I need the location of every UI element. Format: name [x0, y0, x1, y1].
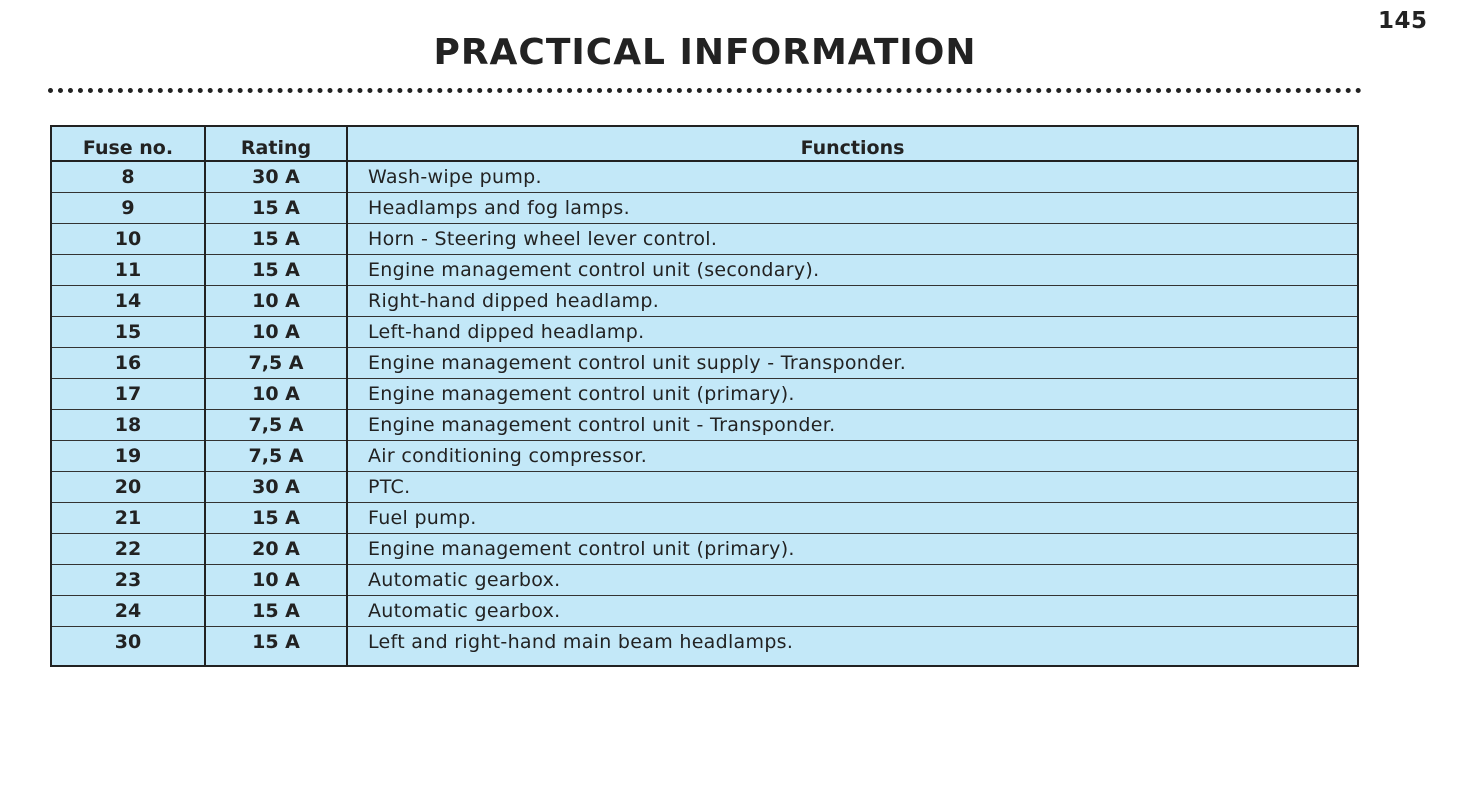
page-title: PRACTICAL INFORMATION — [433, 32, 977, 73]
page-number: 145 — [1378, 8, 1428, 34]
rating-cell: 20 A — [205, 534, 347, 565]
fuse-number-cell: 11 — [51, 255, 205, 286]
function-cell: Right-hand dipped headlamp. — [347, 286, 1358, 317]
function-cell: Engine management control unit (primary). — [347, 534, 1358, 565]
rating-cell: 10 A — [205, 565, 347, 596]
fuse-number-cell: 19 — [51, 441, 205, 472]
rating-cell: 10 A — [205, 379, 347, 410]
function-cell: Engine management control unit - Transponder. — [347, 410, 1358, 441]
function-cell: Engine management control unit (secondary). — [347, 255, 1358, 286]
rating-cell: 15 A — [205, 503, 347, 534]
fuse-number-cell: 18 — [51, 410, 205, 441]
fuse-number-cell: 10 — [51, 224, 205, 255]
header-functions: Functions — [347, 126, 1358, 161]
fuse-number-cell: 21 — [51, 503, 205, 534]
table-row — [51, 255, 1358, 286]
fuse-table — [50, 125, 1359, 667]
table-row — [51, 161, 1358, 193]
table-row — [51, 410, 1358, 441]
header-rating: Rating — [205, 126, 347, 161]
table-row — [51, 596, 1358, 627]
table-row — [51, 193, 1358, 224]
rating-cell: 15 A — [205, 596, 347, 627]
function-cell: Left and right-hand main beam headlamps. — [347, 627, 1358, 667]
function-cell: Automatic gearbox. — [347, 596, 1358, 627]
fuse-number-cell: 24 — [51, 596, 205, 627]
fuse-table-body — [51, 161, 1358, 666]
function-cell: Horn - Steering wheel lever control. — [347, 224, 1358, 255]
table-row — [51, 627, 1358, 667]
function-cell: Air conditioning compressor. — [347, 441, 1358, 472]
header-row — [51, 126, 1358, 161]
table-row — [51, 379, 1358, 410]
table-row — [51, 534, 1358, 565]
function-cell: PTC. — [347, 472, 1358, 503]
rating-cell: 15 A — [205, 224, 347, 255]
rating-cell: 10 A — [205, 286, 347, 317]
function-cell: Engine management control unit supply - Transponder. — [347, 348, 1358, 379]
fuse-number-cell: 30 — [51, 627, 205, 667]
rating-cell: 7,5 A — [205, 410, 347, 441]
fuse-number-cell: 15 — [51, 317, 205, 348]
function-cell: Engine management control unit (primary). — [347, 379, 1358, 410]
function-cell: Left-hand dipped headlamp. — [347, 317, 1358, 348]
table-row — [51, 224, 1358, 255]
table-row — [51, 441, 1358, 472]
rating-cell: 10 A — [205, 317, 347, 348]
fuse-number-cell: 14 — [51, 286, 205, 317]
table-row — [51, 472, 1358, 503]
rating-cell: 7,5 A — [205, 441, 347, 472]
table-row — [51, 317, 1358, 348]
fuse-number-cell: 23 — [51, 565, 205, 596]
table-row — [51, 565, 1358, 596]
rating-cell: 30 A — [205, 472, 347, 503]
fuse-number-cell: 8 — [51, 161, 205, 193]
fuse-number-cell: 17 — [51, 379, 205, 410]
rating-cell: 15 A — [205, 627, 347, 667]
fuse-table-header — [51, 126, 1358, 161]
fuse-number-cell: 16 — [51, 348, 205, 379]
fuse-number-cell: 22 — [51, 534, 205, 565]
rating-cell: 15 A — [205, 255, 347, 286]
fuse-number-cell: 20 — [51, 472, 205, 503]
dotted-divider — [48, 88, 1362, 93]
table-row — [51, 286, 1358, 317]
table-row — [51, 503, 1358, 534]
header-fuse-no: Fuse no. — [51, 126, 205, 161]
fuse-number-cell: 9 — [51, 193, 205, 224]
table-row — [51, 348, 1358, 379]
function-cell: Automatic gearbox. — [347, 565, 1358, 596]
rating-cell: 7,5 A — [205, 348, 347, 379]
rating-cell: 30 A — [205, 161, 347, 193]
rating-cell: 15 A — [205, 193, 347, 224]
function-cell: Headlamps and fog lamps. — [347, 193, 1358, 224]
function-cell: Fuel pump. — [347, 503, 1358, 534]
function-cell: Wash-wipe pump. — [347, 161, 1358, 193]
